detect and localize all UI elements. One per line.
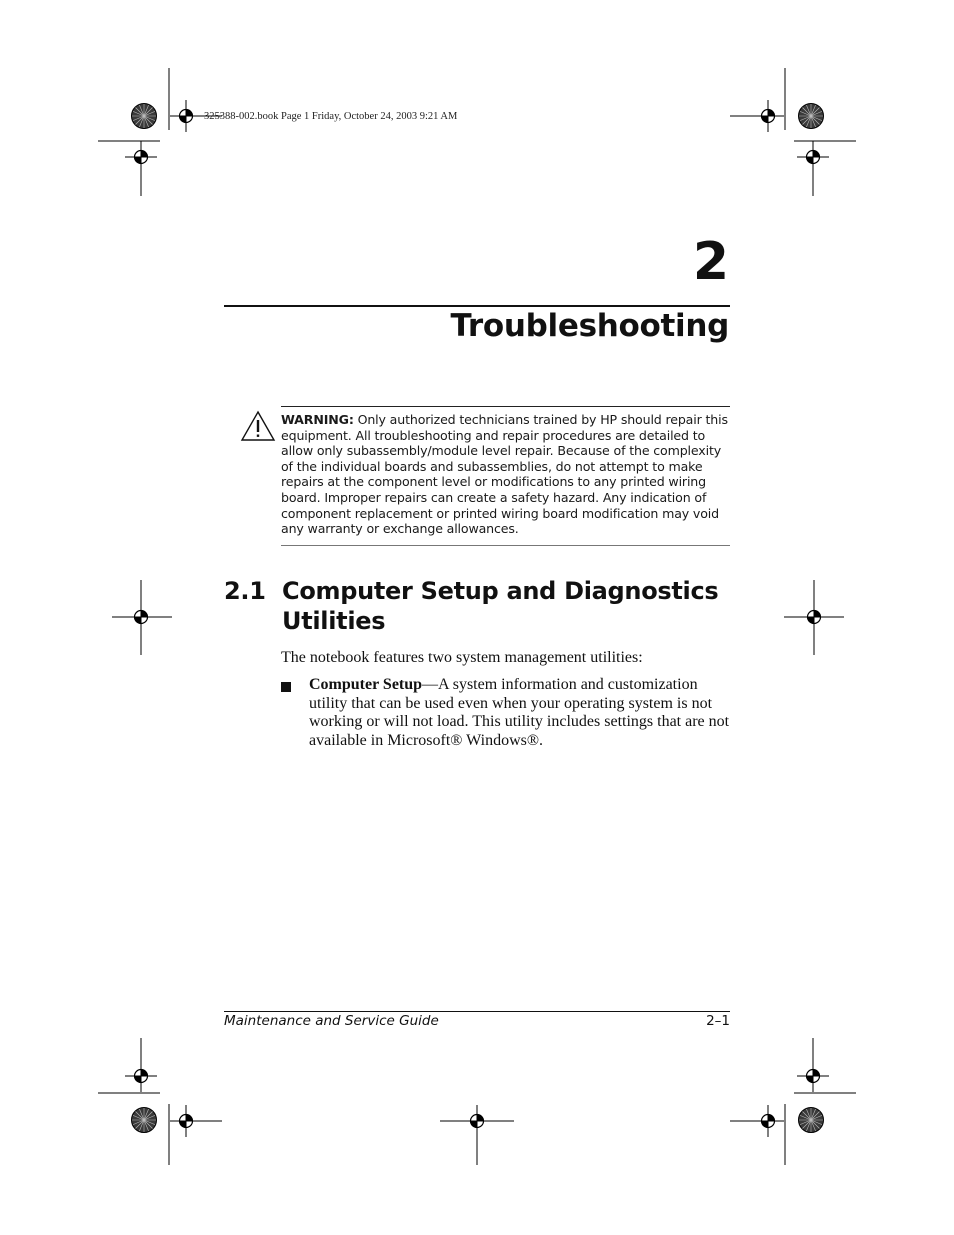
warning-triangle-icon xyxy=(240,410,276,442)
warning-rule-bottom xyxy=(281,545,730,546)
section-title-line2: Utilities xyxy=(282,607,386,635)
section-heading xyxy=(224,576,744,636)
warning-body: Only authorized technicians trained by HP should repair this equipment. All troubleshooting and repair procedures are detailed to allow only subassembly/module level repair. Because of the complexity of the individual boards and subassemblies, do not attempt to make repairs at the component level or modifications to any printed wiring board. Improper repairs can create a safety hazard. Any indication of component replacement or printed wiring board modification may void any warranty or exchange allowances. xyxy=(281,412,728,537)
bullet-description: —A system information and customization utility that can be used even when your operating system is not working or will not load. This utility includes settings that are not available in Microsoft® Windows®. xyxy=(309,676,730,749)
warning-notice xyxy=(281,412,733,537)
footer-page-number: 2–1 xyxy=(706,1013,730,1029)
chapter-title: Troubleshooting xyxy=(450,308,729,344)
section-intro: The notebook features two system management utilities: xyxy=(281,649,643,666)
warning-rule-top xyxy=(281,406,730,407)
footer-rule xyxy=(224,1011,730,1012)
square-bullet-icon xyxy=(281,682,291,692)
list-item xyxy=(309,676,734,750)
print-slug: 325388-002.book Page 1 Friday, October 24, 2003 9:21 AM xyxy=(204,111,458,122)
chapter-rule xyxy=(224,305,730,307)
section-number: 2.1 xyxy=(224,577,266,605)
warning-label: WARNING: xyxy=(281,412,354,427)
section-title-line1: Computer Setup and Diagnostics xyxy=(282,577,719,605)
chapter-number: 2 xyxy=(692,232,729,292)
footer-book-title: Maintenance and Service Guide xyxy=(224,1013,439,1029)
bullet-term: Computer Setup xyxy=(309,676,423,693)
